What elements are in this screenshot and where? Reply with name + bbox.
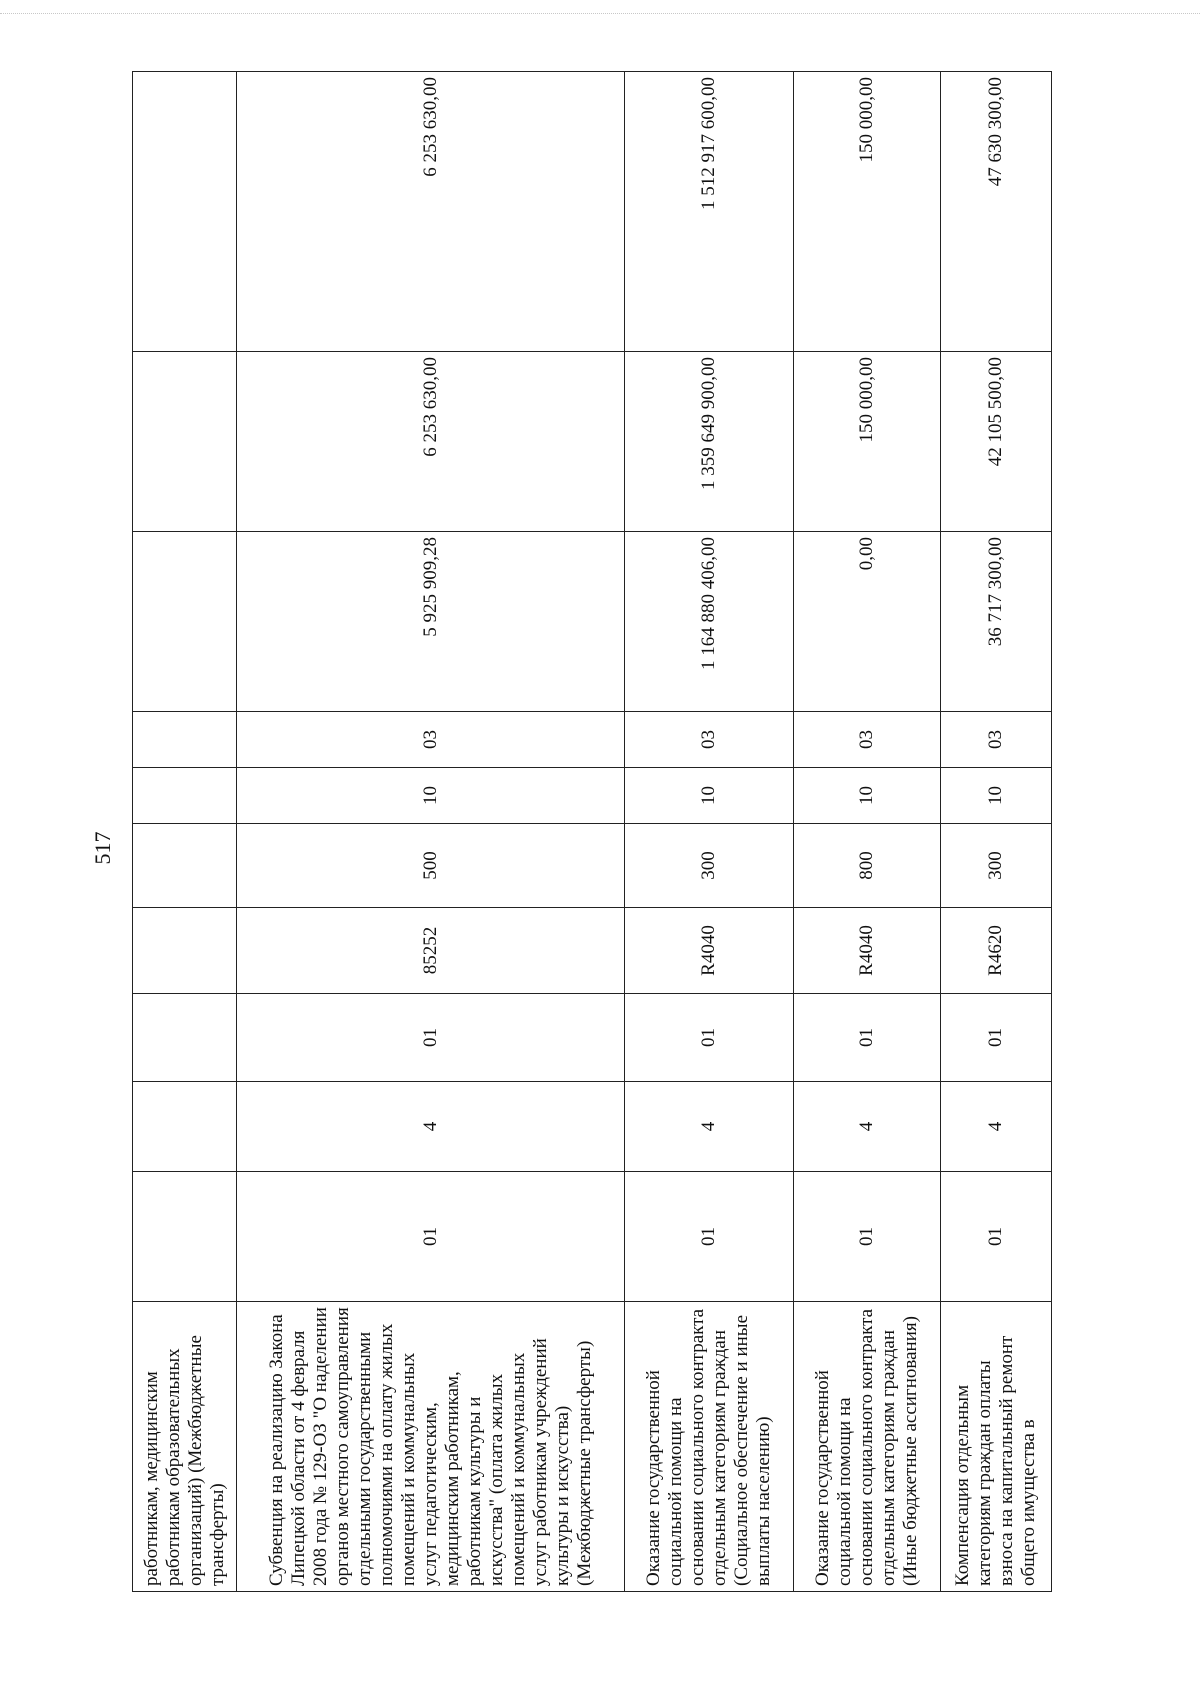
budget-table bbox=[132, 71, 1052, 1592]
amount-cell: 1 512 917 600,00 bbox=[624, 72, 793, 352]
code-cell: 01 bbox=[793, 1172, 940, 1302]
amount-cell: 5 925 909,28 bbox=[237, 532, 625, 712]
row-description: Субвенция на реализацию Закона Липецкой области от 4 февраля 2008 года № 129-ОЗ "О наделении органов местного самоуправления отдельными государственными полномочиями на оплату жилых помещений и коммунальных услуг педагогическим, медицинским работникам, работникам культуры и искусства" (оплата жилых помещений и коммунальных услуг работникам учреждений культуры и искусства) (Межбюджетные трансферты) bbox=[237, 1302, 625, 1592]
code-cell bbox=[133, 908, 237, 994]
code-cell: 03 bbox=[793, 712, 940, 768]
amount-cell: 6 253 630,00 bbox=[237, 72, 625, 352]
scan-edge-line bbox=[0, 13, 1200, 14]
code-cell: 4 bbox=[940, 1082, 1051, 1172]
code-cell: 10 bbox=[940, 768, 1051, 824]
page-number: 517 bbox=[90, 831, 115, 865]
code-cell: 4 bbox=[237, 1082, 625, 1172]
row-description: Компенсация отдельным категориям граждан оплаты взноса на капитальный ремонт общего имущества в bbox=[940, 1302, 1051, 1592]
code-cell: 03 bbox=[624, 712, 793, 768]
code-cell: 4 bbox=[793, 1082, 940, 1172]
code-cell bbox=[133, 768, 237, 824]
amount-cell: 150 000,00 bbox=[793, 352, 940, 532]
code-cell: 10 bbox=[793, 768, 940, 824]
code-cell: 01 bbox=[940, 1172, 1051, 1302]
amount-cell: 6 253 630,00 bbox=[237, 352, 625, 532]
amount-cell: 36 717 300,00 bbox=[940, 532, 1051, 712]
code-cell: 4 bbox=[624, 1082, 793, 1172]
amount-cell: 0,00 bbox=[793, 532, 940, 712]
code-cell: R4040 bbox=[624, 908, 793, 994]
code-cell: R4040 bbox=[793, 908, 940, 994]
table-row bbox=[793, 72, 940, 1592]
code-cell: 10 bbox=[237, 768, 625, 824]
code-cell bbox=[133, 1172, 237, 1302]
code-cell: 300 bbox=[624, 824, 793, 908]
amount-cell: 150 000,00 bbox=[793, 72, 940, 352]
code-cell: 03 bbox=[940, 712, 1051, 768]
table-row bbox=[940, 72, 1051, 1592]
code-cell: 01 bbox=[793, 994, 940, 1082]
amount-cell bbox=[133, 532, 237, 712]
code-cell: 500 bbox=[237, 824, 625, 908]
code-cell bbox=[133, 712, 237, 768]
amount-cell: 47 630 300,00 bbox=[940, 72, 1051, 352]
code-cell bbox=[133, 994, 237, 1082]
amount-cell: 1 359 649 900,00 bbox=[624, 352, 793, 532]
code-cell: 300 bbox=[940, 824, 1051, 908]
row-description: работникам, медицинским работникам образовательных организаций) (Межбюджетные трансферты) bbox=[133, 1302, 237, 1592]
amount-cell: 1 164 880 406,00 bbox=[624, 532, 793, 712]
code-cell: R4620 bbox=[940, 908, 1051, 994]
code-cell: 03 bbox=[237, 712, 625, 768]
table-row bbox=[624, 72, 793, 1592]
code-cell: 85252 bbox=[237, 908, 625, 994]
amount-cell: 42 105 500,00 bbox=[940, 352, 1051, 532]
code-cell: 01 bbox=[940, 994, 1051, 1082]
code-cell: 800 bbox=[793, 824, 940, 908]
code-cell: 01 bbox=[237, 1172, 625, 1302]
table-row bbox=[237, 72, 625, 1592]
table-row bbox=[133, 72, 237, 1592]
row-description: Оказание государственной социальной помощи на основании социального контракта отдельным категориям граждан (Социальное обеспечение и иные выплаты населению) bbox=[624, 1302, 793, 1592]
code-cell bbox=[133, 1082, 237, 1172]
amount-cell bbox=[133, 72, 237, 352]
amount-cell bbox=[133, 352, 237, 532]
code-cell: 10 bbox=[624, 768, 793, 824]
code-cell: 01 bbox=[624, 1172, 793, 1302]
budget-table-container bbox=[132, 72, 1052, 1592]
code-cell bbox=[133, 824, 237, 908]
row-description: Оказание государственной социальной помощи на основании социального контракта отдельным категориям граждан (Иные бюджетные ассигнования) bbox=[793, 1302, 940, 1592]
code-cell: 01 bbox=[237, 994, 625, 1082]
code-cell: 01 bbox=[624, 994, 793, 1082]
